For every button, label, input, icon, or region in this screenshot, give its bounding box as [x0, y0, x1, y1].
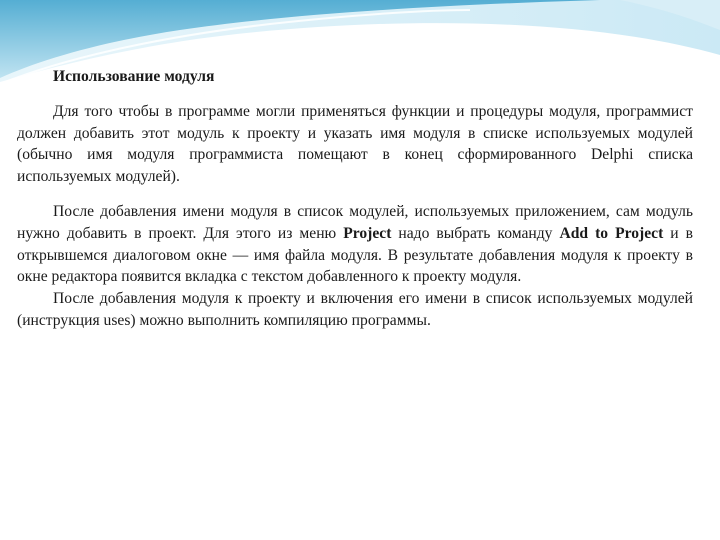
slide-content [17, 66, 693, 332]
command-add-to-project: Add to Project [559, 224, 664, 242]
paragraph-2 [17, 201, 693, 288]
paragraph-2-part-2: надо выбрать команду [391, 224, 560, 242]
paragraph-gap [17, 188, 693, 201]
paragraph-2-part-1: После добавления имени модуля в список модулей, используемых приложением, сам модуль нужно добавить в проект. Для этого из меню [17, 202, 693, 242]
menu-name-project: Project [343, 224, 392, 242]
paragraph-2-part-3: и в открывшемся диалоговом окне — имя файла модуля. В результате добавления модуля к проекту в окне редактора появится вкладка с текстом добавленного к проекту модуля. [17, 224, 693, 286]
slide-title: Использование модуля [53, 68, 215, 85]
paragraph-3: После добавления модуля к проекту и включения его имени в список используемых модулей (инструкция uses) можно выполнить компиляцию программы. [17, 290, 693, 329]
paragraph-1: Для того чтобы в программе могли применяться функции и процедуры модуля, программист должен добавить этот модуль к проекту и указать имя модуля в списке используемых модулей (обычно имя модуля программиста помещают в конец сформированного Delphi списка используемых модулей). [17, 102, 693, 186]
